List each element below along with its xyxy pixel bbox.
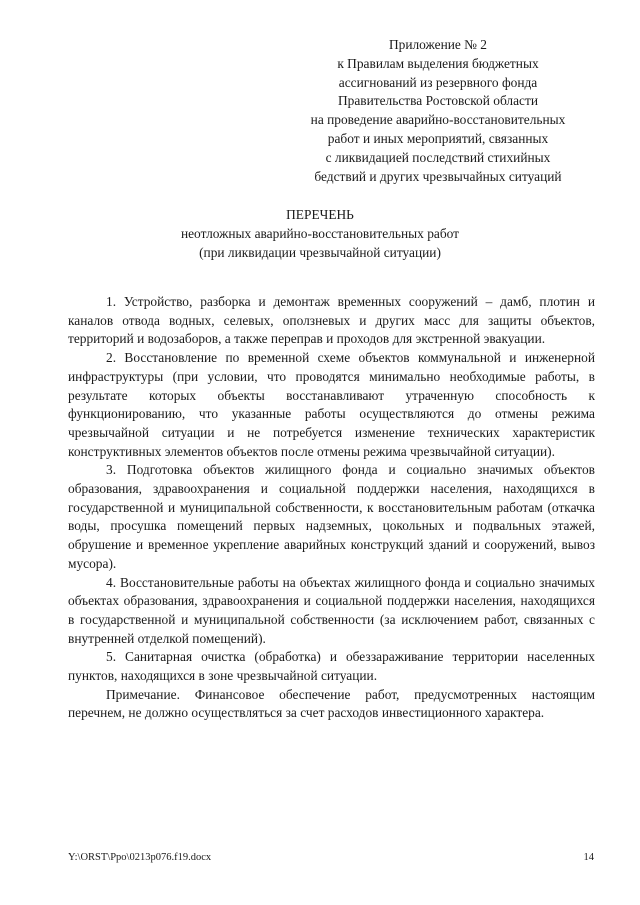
document-body — [68, 293, 595, 723]
list-item-4: 4. Восстановительные работы на объектах жилищного фонда и социально значимых объектах образования, здравоохранения и социальной поддержки населения, находящихся в государственной и муниципальной собственности (за исключением работ, связанных с внутренней отделкой помещений). — [68, 574, 595, 646]
appendix-line: Приложение № 2 — [388, 37, 488, 52]
appendix-line: работ и иных мероприятий, связанных — [327, 130, 549, 146]
appendix-line: бедствий и других чрезвычайных ситуаций — [314, 168, 562, 184]
list-item-3: 3. Подготовка объектов жилищного фонда и социально значимых объектов образования, здравоохранения и социальной поддержки населения, находящихся в государственной и муниципальной собственности, к восстановительным работам (откачка воды, просушка помещений первых надземных, цокольных и подвальных этажей, обрушение и временное укрепление аварийных конструкций зданий и сооружений, вывоз мусора). — [68, 462, 595, 571]
document-title: ПЕРЕЧЕНЬ — [286, 207, 354, 222]
list-item-5: 5. Санитарная очистка (обработка) и обеззараживание территории населенных пунктов, находящихся в зоне чрезвычайной ситуации. — [68, 649, 595, 684]
appendix-line: ассигнований из резервного фонда — [338, 74, 538, 90]
appendix-line: на проведение аварийно-восстановительных — [310, 112, 566, 128]
document-title-block — [0, 206, 640, 262]
document-subtitle-line: (при ликвидации чрезвычайной ситуации) — [199, 244, 441, 260]
appendix-header — [288, 36, 588, 186]
page-number: 14 — [583, 852, 594, 863]
document-subtitle-line: неотложных аварийно-восстановительных работ — [180, 225, 460, 241]
footer-file-path: Y:\ORST\Ppo\0213p076.f19.docx — [68, 852, 212, 863]
appendix-line: Правительства Ростовской области — [337, 93, 539, 109]
appendix-line: к Правилам выделения бюджетных — [337, 55, 539, 71]
list-item-1: 1. Устройство, разборка и демонтаж временных сооружений – дамб, плотин и каналов отвода водных, селевых, оползневых и других масс для защиты объектов, территорий и водозаборов, а также переправ и проходов для экстренной эвакуации. — [68, 294, 595, 347]
note-paragraph: Примечание. Финансовое обеспечение работ, предусмотренных настоящим перечнем, не должно осуществляться за счет расходов инвестиционного характера. — [68, 686, 595, 721]
list-item-2: 2. Восстановление по временной схеме объектов коммунальной и инженерной инфраструктуры (при условии, что проводятся минимально необходимые работы, в результате которых объекты восстанавливают утраченную способность к функционированию, что указанные работы осуществляются до отмены режима чрезвычайной ситуации и не потребуется изменение технических характеристик конструктивных элементов объектов после отмены режима чрезвычайной ситуации). — [68, 350, 595, 459]
appendix-line: с ликвидацией последствий стихийных — [325, 149, 551, 165]
